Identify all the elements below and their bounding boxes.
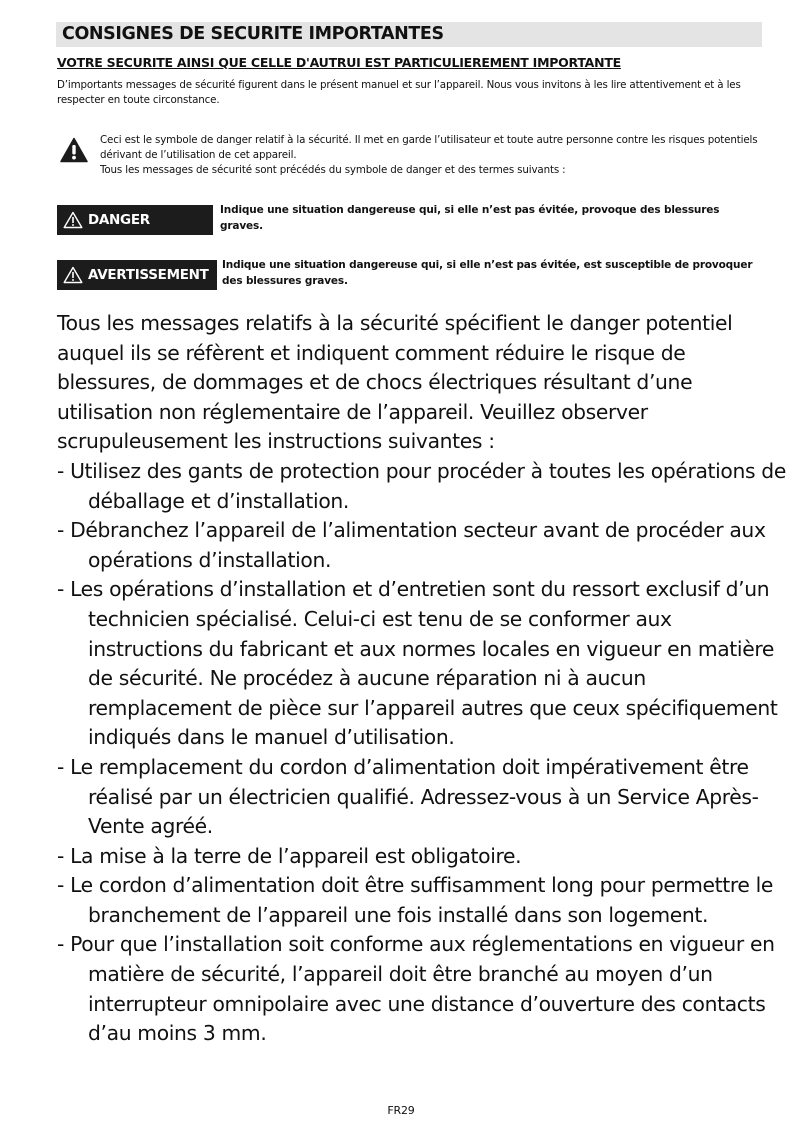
page-title: CONSIGNES DE SECURITE IMPORTANTES (62, 24, 444, 44)
page-number: FR29 (387, 1104, 415, 1117)
warning-triangle-icon (60, 137, 88, 163)
warning-label: AVERTISSEMENT (88, 267, 209, 283)
section-subtitle: VOTRE SECURITE AINSI QUE CELLE D'AUTRUI EST PARTICULIEREMENT IMPORTANTE (57, 55, 621, 70)
warning-triangle-icon (63, 266, 83, 284)
warning-triangle-icon (63, 211, 83, 229)
list-item: - Le remplacement du cordon d’alimentation doit impérativement être réalisé par un électricien qualifié. Adressez-vous à un Service Après-Vente agréé. (57, 754, 759, 839)
list-item: - Débranchez l’appareil de l’alimentation secteur avant de procéder aux opérations d’installation. (57, 518, 766, 572)
symbol-explanation-line: Tous les messages de sécurité sont précédés du symbole de danger et des termes suivants : (100, 164, 566, 176)
list-item: - Le cordon d’alimentation doit être suffisamment long pour permettre le branchement de l’appareil une fois installé dans son logement. (57, 873, 774, 927)
list-item: - Pour que l’installation soit conforme aux réglementations en vigueur en matière de sécurité, l’appareil doit être branché au moyen d’un interrupteur omnipolaire avec une distance d’ouverture des contacts d’au moins 3 mm. (57, 932, 775, 1046)
warning-description: Indique une situation dangereuse qui, si elle n’est pas évitée, est susceptible de provoquer des blessures graves. (222, 259, 753, 287)
danger-label: DANGER (88, 212, 150, 228)
symbol-explanation-line: Ceci est le symbole de danger relatif à la sécurité. Il met en garde l’utilisateur et toute autre personne contre les risques potentiels dérivant de l’utilisation de cet appareil. (100, 134, 758, 161)
safety-instructions (57, 309, 787, 1049)
warning-badge (57, 260, 217, 290)
danger-description: Indique une situation dangereuse qui, si elle n’est pas évitée, provoque des blessures graves. (220, 204, 720, 232)
safety-list (57, 457, 787, 1049)
symbol-explanation (100, 133, 766, 178)
list-item: - Les opérations d’installation et d’entretien sont du ressort exclusif d’un technicien spécialisé. Celui-ci est tenu de se conformer aux instructions du fabricant et aux normes locales en vigueur en matière de sécurité. Ne procédez à aucune réparation ni à aucun remplacement de pièce sur l’appareil autres que ceux spécifiquement indiqués dans le manuel d’utilisation. (57, 577, 778, 750)
intro-paragraph: D’importants messages de sécurité figurent dans le présent manuel et sur l’appareil. Nous vous invitons à les lire attentivement et à les respecter en toute circonstance. (57, 79, 741, 106)
section-title-bar (56, 22, 762, 47)
safety-paragraph: Tous les messages relatifs à la sécurité spécifient le danger potentiel auquel ils se réfèrent et indiquent comment réduire le risque de blessures, de dommages et de chocs électriques résultant d’une utilisation non réglementaire de l’appareil. Veuillez observer scrupuleusement les instructions suivantes : (57, 311, 733, 454)
danger-badge (57, 205, 213, 235)
list-item: - Utilisez des gants de protection pour procéder à toutes les opérations de déballage et d’installation. (57, 458, 786, 513)
list-item: - La mise à la terre de l’appareil est obligatoire. (57, 843, 522, 868)
